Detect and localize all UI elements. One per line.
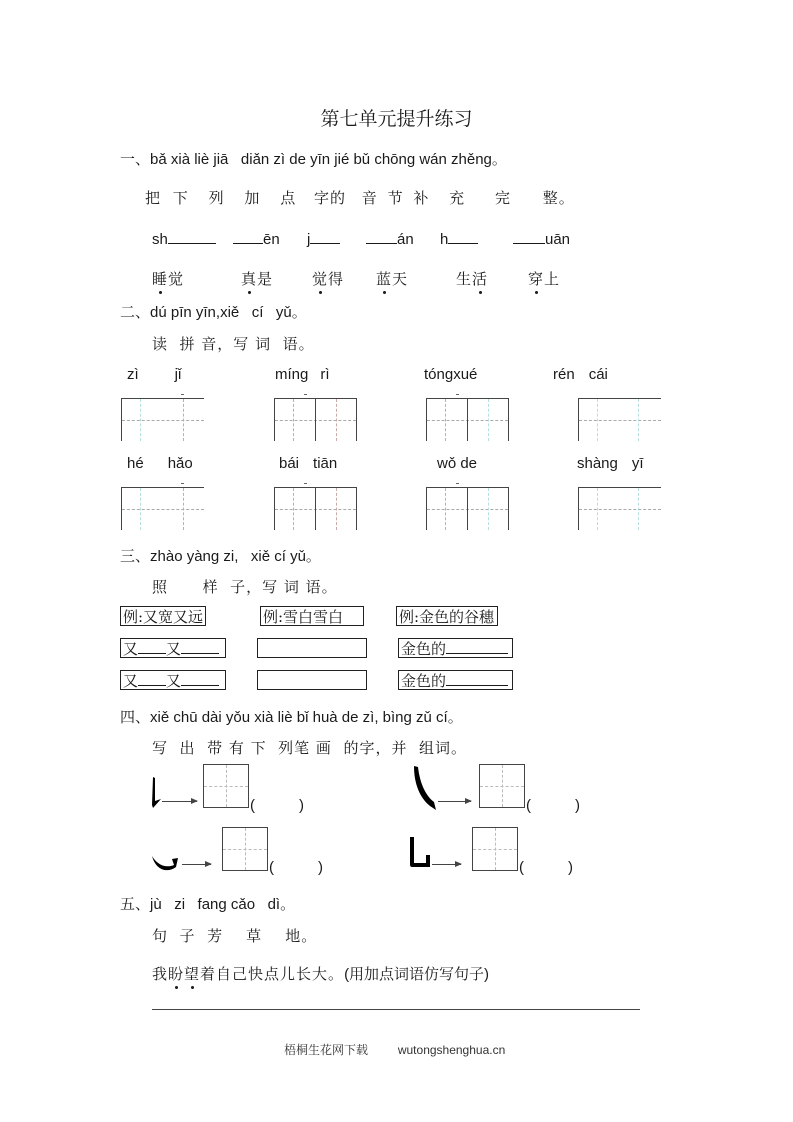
- answer-paren-1[interactable]: ( ): [250, 797, 304, 814]
- writing-grid-baitian[interactable]: [274, 487, 357, 530]
- example-box-3: 例:金色的谷穗: [396, 606, 498, 626]
- footer-site-url: wutongshenghua.cn: [397, 1043, 506, 1057]
- section-3-instruction: 照 样 子，写 词 语。: [152, 578, 338, 596]
- writing-grid-ziji[interactable]: [121, 398, 204, 441]
- arrow-icon: [438, 801, 471, 802]
- answer-box-1b[interactable]: 又 又: [120, 670, 226, 690]
- shu-wan-gou-stroke-icon: [408, 835, 434, 871]
- fill-blank-6[interactable]: uān: [513, 229, 570, 248]
- answer-paren-3[interactable]: ( ): [269, 859, 323, 876]
- section-3-heading: 三、zhào yàng zi, xiě cí yǔ。: [120, 547, 321, 565]
- word-6: 穿上: [528, 270, 561, 288]
- answer-box-3a[interactable]: 金色的: [398, 638, 513, 658]
- fill-blank-5[interactable]: h: [440, 229, 478, 248]
- answer-box-2b[interactable]: [257, 670, 367, 690]
- arrow-icon: [432, 864, 461, 865]
- fill-blank-4[interactable]: án: [366, 229, 414, 248]
- wo-gou-stroke-icon: [150, 853, 180, 873]
- pinyin-tongxue: tóngxué: [424, 366, 478, 383]
- writing-grid-wode[interactable]: [426, 487, 509, 530]
- word-1: 睡觉: [152, 270, 185, 288]
- answer-paren-4[interactable]: ( ): [519, 859, 573, 876]
- writing-grid-hehao[interactable]: [121, 487, 204, 530]
- page-title: 第七单元提升练习: [320, 108, 473, 130]
- writing-grid-mingri[interactable]: [274, 398, 357, 441]
- writing-grid-shangyi[interactable]: [578, 487, 661, 530]
- shu-ti-stroke-icon: [150, 775, 164, 811]
- example-box-2: 例:雪白雪白: [260, 606, 364, 626]
- char-box-3[interactable]: [222, 827, 268, 871]
- char-box-2[interactable]: [479, 764, 525, 808]
- footer-site-name: 梧桐生花网下载: [284, 1043, 369, 1057]
- section-4-instruction: 写 出 带 有 下 列笔 画 的字，并 组词。: [152, 739, 467, 757]
- pinyin-hehao: hé hǎo: [127, 455, 193, 472]
- section-1-instruction: 把 下 列 加 点 字的 音 节 补 充 完 整。: [145, 189, 575, 207]
- fill-blank-3[interactable]: j: [307, 229, 340, 248]
- writing-grid-tongxue[interactable]: [426, 398, 509, 441]
- footer: [284, 1041, 505, 1058]
- writing-grid-rencai[interactable]: [578, 398, 661, 441]
- fill-blank-1[interactable]: sh: [152, 229, 216, 248]
- pinyin-shangyi: shàng yī: [577, 455, 644, 472]
- answer-box-3b[interactable]: 金色的: [398, 670, 513, 690]
- arrow-icon: [162, 801, 197, 802]
- section-1-heading: [120, 148, 507, 169]
- char-box-1[interactable]: [203, 764, 249, 808]
- answer-box-1a[interactable]: 又 又: [120, 638, 226, 658]
- pinyin-rencai: rén cái: [553, 366, 608, 383]
- pinyin-mingri: míng rì: [275, 366, 330, 383]
- section-4-heading: 四、xiě chū dài yǒu xià liè bǐ huà de zì, bìng zǔ cí。: [120, 708, 463, 726]
- word-2: 真是: [241, 270, 274, 288]
- section-2-heading: 二、dú pīn yīn,xiě cí yǔ。: [120, 303, 307, 321]
- word-3: 觉得: [312, 270, 345, 288]
- word-5: 生活: [456, 270, 489, 288]
- pie-stroke-icon: [410, 764, 438, 812]
- word-4: 蓝天: [376, 270, 409, 288]
- pinyin-baitian: bái tiān: [279, 455, 338, 472]
- section-number: 一、: [120, 150, 151, 168]
- pinyin-wode: wǒ de: [437, 455, 478, 472]
- answer-line[interactable]: [152, 1009, 640, 1010]
- pinyin-ziji: zì jǐ: [127, 366, 182, 383]
- answer-box-2a[interactable]: [257, 638, 367, 658]
- example-box-1: 例:又宽又远: [120, 606, 206, 626]
- section-5-instruction: 句 子 芳 草 地。: [152, 927, 318, 945]
- fill-blank-2[interactable]: ēn: [233, 229, 280, 248]
- section-2-instruction: 读 拼 音，写 词 语。: [152, 335, 315, 353]
- answer-paren-2[interactable]: ( ): [526, 797, 580, 814]
- heading-pinyin: bǎ xià liè jiā diǎn zì de yīn jié bǔ chōng wán zhěng。: [150, 151, 507, 168]
- arrow-icon: [182, 864, 211, 865]
- section-5-heading: 五、jù zi fang cǎo dì。: [120, 895, 296, 913]
- char-box-4[interactable]: [472, 827, 518, 871]
- model-sentence: 我盼望着自己快点儿长大。(用加点词语仿写句子): [152, 965, 490, 983]
